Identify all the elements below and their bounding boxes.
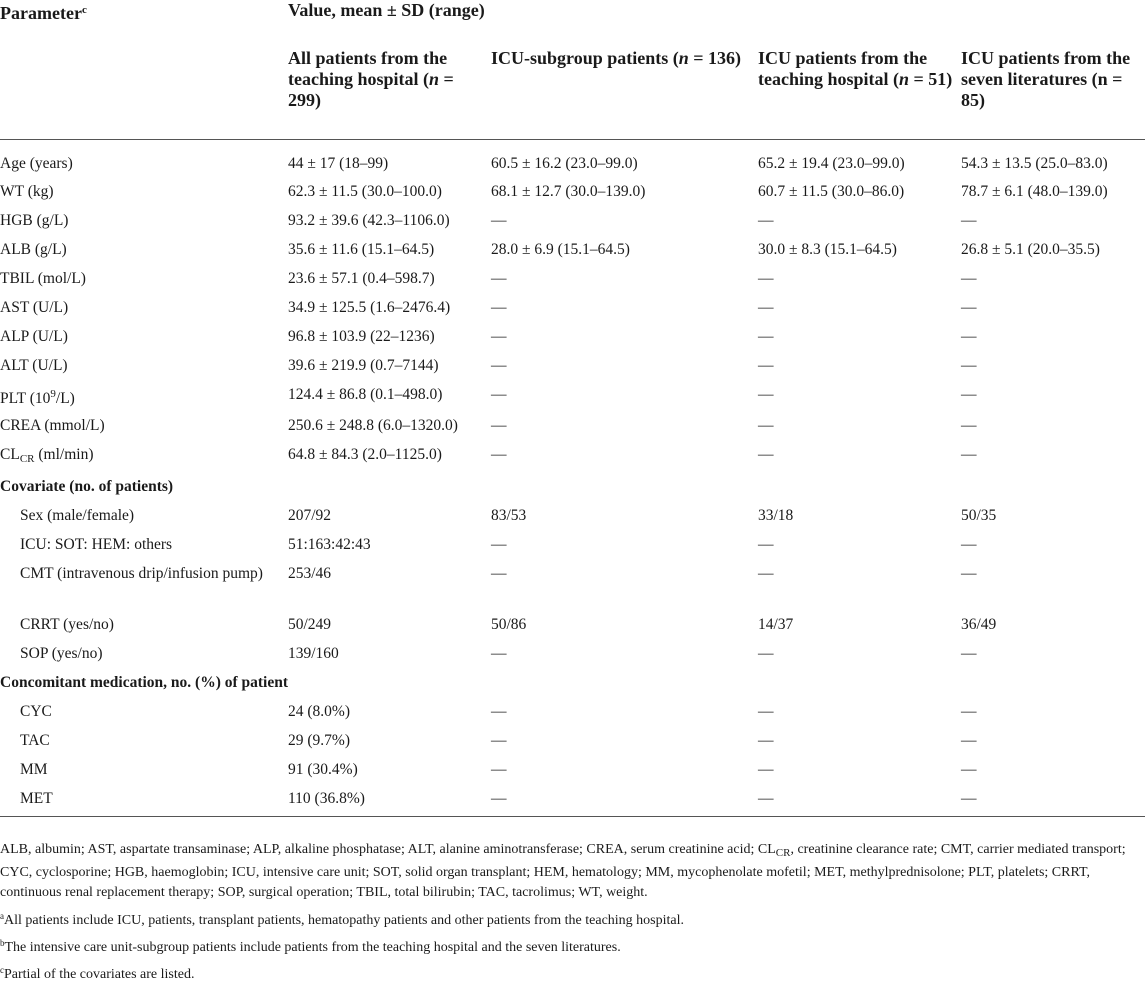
table-cell: 39.6 ± 219.9 (0.7–7144) xyxy=(288,357,439,374)
table-cell: — xyxy=(961,270,977,287)
table-row xyxy=(0,608,1145,637)
table-cell: 93.2 ± 39.6 (42.3–1106.0) xyxy=(288,212,450,229)
table-cell: 28.0 ± 6.9 (15.1–64.5) xyxy=(491,241,630,258)
row-label: MET xyxy=(0,782,288,816)
table-cell: — xyxy=(961,357,977,374)
footnote-a: $^a$All patients include ICU, patients, transplant patients, hematopathy patients and other patients from the teaching hospital. xyxy=(0,911,684,928)
table-cell: 44 ± 17 (18–99) xyxy=(288,154,389,172)
table-cell: — xyxy=(491,703,507,720)
table-footnotes xyxy=(0,840,1145,987)
table-cell: — xyxy=(758,386,774,403)
table-cell: — xyxy=(758,645,774,662)
section-header-covariate: Covariate (no. of patients) xyxy=(0,478,174,495)
table-cell: — xyxy=(758,212,774,229)
header-row-top xyxy=(0,0,1145,48)
section-row xyxy=(0,470,1145,499)
table-cell: 50/86 xyxy=(491,616,527,633)
table-cell: 207/92 xyxy=(288,507,332,524)
table-cell: 91 (30.4%) xyxy=(288,761,358,778)
table-cell: — xyxy=(961,703,977,720)
column-header-icu-subgroup: ICU-subgroup patients (n = 136) xyxy=(491,48,758,139)
table-cell: — xyxy=(961,299,977,316)
table-row xyxy=(0,499,1145,528)
table-cell: 33/18 xyxy=(758,507,794,524)
table-cell: — xyxy=(758,565,774,582)
row-label: ALP (U/L) xyxy=(0,328,68,345)
row-label: CMT (intravenous drip/infusion pump) xyxy=(20,565,263,582)
table-cell: — xyxy=(491,645,507,662)
column-header-all-patients: All patients from the teaching hospital (n = 299) xyxy=(288,48,491,139)
table-cell: 250.6 ± 248.8 (6.0–1320.0) xyxy=(288,417,458,434)
table-row xyxy=(0,349,1145,378)
table-cell: — xyxy=(758,417,774,434)
row-label: Sex (male/female) xyxy=(20,507,135,524)
row-label: SOP (yes/no) xyxy=(20,645,103,662)
column-header-icu-teaching: ICU patients from the teaching hospital (n = 51) xyxy=(758,48,961,139)
table-cell: — xyxy=(961,565,977,582)
table-cell: — xyxy=(961,446,977,463)
table-cell: — xyxy=(491,565,507,582)
row-label: TBIL (mol/L) xyxy=(0,270,86,287)
column-header-icu-literatures: ICU patients from the seven literatures (n = 85) xyxy=(961,48,1145,139)
table-row xyxy=(0,438,1145,470)
table-row xyxy=(0,753,1145,782)
table-cell: — xyxy=(961,417,977,434)
table-cell: 78.7 ± 6.1 (48.0–139.0) xyxy=(961,183,1108,200)
table-row xyxy=(0,695,1145,724)
table-cell: — xyxy=(491,417,507,434)
table-cell: 96.8 ± 103.9 (22–1236) xyxy=(288,328,435,345)
table-row xyxy=(0,557,1145,608)
row-label: MM xyxy=(20,761,48,778)
table-cell: — xyxy=(961,782,1145,816)
table-row xyxy=(0,378,1145,409)
table-cell: — xyxy=(491,270,507,287)
table-cell: 36/49 xyxy=(961,616,997,633)
table-cell: — xyxy=(758,357,774,374)
row-label: AST (U/L) xyxy=(0,299,69,316)
table-cell: — xyxy=(758,703,774,720)
table-row xyxy=(0,233,1145,262)
table-cell: — xyxy=(758,299,774,316)
table-row xyxy=(0,724,1145,753)
table-row xyxy=(0,320,1145,349)
header-row-columns xyxy=(0,48,1145,139)
table-row xyxy=(0,262,1145,291)
value-header: Value, mean ± SD (range) xyxy=(288,0,485,20)
section-row xyxy=(0,666,1145,695)
table-cell: — xyxy=(758,732,774,749)
table-cell: 139/160 xyxy=(288,645,339,662)
table-cell: 26.8 ± 5.1 (20.0–35.5) xyxy=(961,241,1100,258)
section-header-medication: Concomitant medication, no. (%) of patient xyxy=(0,674,289,691)
table-cell: 50/35 xyxy=(961,507,997,524)
table-cell: 51:163:42:43 xyxy=(288,536,371,553)
table-row xyxy=(0,782,1145,816)
footnote-c: $^c$Partial of the covariates are listed. xyxy=(0,965,195,982)
table-cell: 50/249 xyxy=(288,616,332,633)
row-label: CYC xyxy=(20,703,52,720)
table-cell: 35.6 ± 11.6 (15.1–64.5) xyxy=(288,241,435,258)
table-cell: 34.9 ± 125.5 (1.6–2476.4) xyxy=(288,299,451,316)
table-cell: 124.4 ± 86.8 (0.1–498.0) xyxy=(288,386,443,403)
table-cell: 23.6 ± 57.1 (0.4–598.7) xyxy=(288,270,435,287)
table-cell: — xyxy=(491,446,507,463)
row-label: CREA (mmol/L) xyxy=(0,417,105,434)
table-row xyxy=(0,175,1145,204)
table-cell: — xyxy=(758,536,774,553)
table-cell: — xyxy=(491,328,507,345)
table-cell: 62.3 ± 11.5 (30.0–100.0) xyxy=(288,183,442,200)
table-cell: — xyxy=(491,536,507,553)
table-cell: 29 (9.7%) xyxy=(288,732,350,749)
table-row xyxy=(0,291,1145,320)
table-cell: 83/53 xyxy=(491,507,527,524)
table-row xyxy=(0,637,1145,666)
table-cell: — xyxy=(758,270,774,287)
row-label: ALB (g/L) xyxy=(0,241,67,258)
table-row xyxy=(0,409,1145,438)
table-cell: 68.1 ± 12.7 (30.0–139.0) xyxy=(491,183,646,200)
row-label: WT (kg) xyxy=(0,183,54,200)
parameter-header: Parameter$^c$ xyxy=(0,3,87,23)
table-cell: 253/46 xyxy=(288,565,332,582)
table-row xyxy=(0,204,1145,233)
table-cell: — xyxy=(491,299,507,316)
table-cell: 64.8 ± 84.3 (2.0–1125.0) xyxy=(288,446,442,463)
header-empty xyxy=(0,48,288,139)
table-cell: — xyxy=(491,357,507,374)
table-cell: 14/37 xyxy=(758,616,794,633)
table-cell: — xyxy=(758,328,774,345)
table-cell: — xyxy=(758,782,961,816)
row-label: ICU: SOT: HEM: others xyxy=(20,536,173,553)
row-label: $CL_{CR}$ (ml/min) xyxy=(0,446,94,465)
table-cell: — xyxy=(491,212,507,229)
table-cell: — xyxy=(758,446,774,463)
table-row xyxy=(0,528,1145,557)
table-cell: 60.7 ± 11.5 (30.0–86.0) xyxy=(758,183,905,200)
table-cell: 65.2 ± 19.4 (23.0–99.0) xyxy=(758,154,905,172)
table-cell: — xyxy=(491,782,758,816)
row-label: PLT $(10^9/L)$ xyxy=(0,388,75,407)
footnote-b: $^b$The intensive care unit-subgroup patients include patients from the teaching hospital and the seven literatures. xyxy=(0,938,621,955)
table-cell: 30.0 ± 8.3 (15.1–64.5) xyxy=(758,241,897,258)
table-cell: — xyxy=(491,761,507,778)
row-label: TAC xyxy=(20,732,50,749)
table-cell: — xyxy=(961,645,977,662)
table-cell: — xyxy=(491,732,507,749)
table-cell: — xyxy=(961,732,977,749)
row-label: CRRT (yes/no) xyxy=(20,616,114,633)
table-cell: 60.5 ± 16.2 (23.0–99.0) xyxy=(491,154,638,172)
table-cell: — xyxy=(758,761,774,778)
table-cell: — xyxy=(961,761,977,778)
table-cell: — xyxy=(961,536,977,553)
table-cell: 54.3 ± 13.5 (25.0–83.0) xyxy=(961,154,1108,172)
table-cell: 24 (8.0%) xyxy=(288,703,350,720)
table-cell: — xyxy=(961,328,977,345)
table-cell: — xyxy=(961,386,977,403)
row-label: Age (years) xyxy=(0,154,73,172)
table-cell: — xyxy=(961,212,977,229)
table-row xyxy=(0,139,1145,175)
table-cell: — xyxy=(491,386,507,403)
row-label: ALT (U/L) xyxy=(0,357,68,374)
row-label: HGB (g/L) xyxy=(0,212,69,229)
table-cell: 110 (36.8%) xyxy=(288,782,491,816)
abbreviations-note: ALB, albumin; AST, aspartate transaminase; ALP, alkaline phosphatase; ALT, alanine aminotransferase; CREA, serum creatinine acid; $CL_{CR}$, creatinine clearance rate; CMT, carrier mediated transport; CYC, cyclosporine; HGB, haemoglobin; ICU, intensive care unit; SOT, solid organ transplant; HEM, hematology; MM, mycophenolate mofetil; MET, methylprednisolone; PLT, platelets; CRRT, continuous renal replacement therapy; SOP, surgical operation; TBIL, total bilirubin; TAC, tacrolimus; WT, weight. xyxy=(0,842,1126,900)
